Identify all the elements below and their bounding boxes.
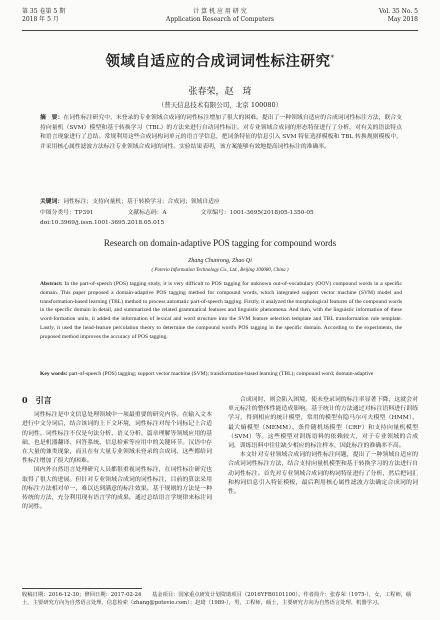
date-cn: 2018 年 5 月 (22, 16, 59, 23)
paper-title-cn (0, 50, 440, 71)
document-code: 文献标志码：A (127, 210, 167, 216)
authors-cn: 张春荣，赵 琦 (188, 87, 252, 97)
keywords-text-cn: 词性标注；支持向量机；基于转换学习；合成词；领域自适应 (63, 199, 220, 205)
journal-name-en: Application Research of Computers (165, 16, 275, 23)
footnote-divider (22, 588, 142, 589)
abstract-cn (40, 114, 402, 152)
abstract-label-en: Abstract: (40, 281, 63, 287)
body-paragraph: 国内外自然语言处理研究人员都很重视词性标注，在词性标注研究也取得了很大的进展。但针对专业领域合成词的词性标注，目前的算法采用的标注方法相对单一，难以达到满意的标注效果。基于规则的方法是一种传统的方法，充分利用现有语言学的成果，通过总结语言学规律来标注词的词性。 (22, 467, 212, 511)
body-column-left (22, 396, 212, 512)
article-number: 文章编号：1001-3695(2018)05-1350-05 (200, 210, 314, 216)
doi: doi:10.3969/j.issn.1001-3695.2018.05.015 (40, 220, 165, 226)
body-paragraph: 词性标注是中文信息处理领域中一项最重要的研究内容。在输入文本进行中文分词后，结合该词的上下文环境，词性标注对每个词标记上合适的词性。词性标注不仅是句法分析、语义分析、篇章理解等领域应用的基础，也是机器翻译、问答系统、信息检索等应用中的关键环节。汉语中存在大量的兼类现象，而且在有大量专业领域未登录的合成词，这些都给词性标注增加了很大的困难。 (22, 412, 212, 465)
keywords-label-cn: 关键词： (40, 199, 64, 205)
body-paragraph: 本文针对专业领域合成词的词性标注问题，提出了一种领域自适应的合成词词性标注方法，结合支持向量机模型和基于转换学习的方法进行自动词性标注。首先对专业领域合成词的构词特征进行了分析，然后把词汇和构词信息引入特征模板，最后利用核心属性滤波方法确定合成词的词性。 (228, 452, 418, 496)
paper-title-en: Research on domain-adaptive POS tagging for compound words (103, 238, 337, 248)
abstract-text-cn: 在词性标注研究中，未登录的专业领域合成词的词性标注增加了很大的困难。提出了一种领域自适应的合成词词性标注方法，联合支持向量机（SVM）模型和基于转换学习（TBL）的方法来进行自动词性标注。对专业领域合成词的形态特征进行了分析，对有关的语法特点和语言现象进行了总结。常规利用这些合成词构词单元的语言学信息，把词条特征的信息引入 SVM 特征选择模板和 TBL 转换规则模板中，并采用核心属性滤波方法标注专业领域合成词的词性。实验结果表明，该方案能够有效地提高词性标注的准确率。 (40, 115, 402, 150)
footnote: 收稿日期：2016-12-30；修回日期：2017-02-24 基金项目：国家重点研发计划资助项目（2016YFB0101100）。作者简介：张春荣（1975-），女，工程师，硕士，主要研究方向为自然语言处理、信息检索（zhang@potevio.com）；赵琦（1989-），男，工程师，硕士，主要研究方向为自然语言处理、机器学习。 (22, 592, 412, 606)
journal-issue-en (379, 8, 418, 24)
affiliation-cn: （普天信息技术有限公司，北京 100080） (157, 101, 283, 109)
keywords-cn (40, 198, 402, 207)
classification-line (40, 209, 402, 218)
body-paragraph: 合成词时，则会陷入困境，使未登录词的标注率显著下降，这就会对单元标注的整体性能造成影响。基于统计的方法通过对标注语料进行训练学习，得到相应的统计模型，常用的模型有隐马尔可夫模型（HMM）、最大熵模型（MEMM）、条件随机场模型（CRF）和支持向量机模型（SVM）等。这些模型对训练语料的依赖较大，对于专业领域的合成词，训练语料中往往缺少相应的标注样本，因此标注的准确率不高。 (228, 397, 418, 450)
volume-issue-en: Vol. 35 No. 5 (378, 8, 418, 15)
abstract-label-cn: 摘 要： (40, 115, 64, 121)
abstract-en (40, 280, 402, 342)
abstract-text-en: In the part-of-speech (POS) tagging study, it is very difficult to POS tagging for unknown out-of-vocabulary (OOV) compound words in a specific domain. This paper proposed a domain-adaptive POS tagging method for compound words, which integrated support vector machine (SVM) model and transformation-based learning (TBL) method to process automatic part-of-speech tagging. Firstly, it analyzed the morphological features of the compound words in the specific domain in detail, and summarized the related grammatical features and linguistic phenomena. And then, with the linguistic information of these word-formation units, it added the information of lexical and word structure into the SVM feature selection template and TBL transformation rule template. Lastly, it used the head-feature percolation theory to determine the compound word's POS tagging in the specific domain. According to the experiments, the proposed method improves the accuracy of POS tagging. (40, 281, 402, 340)
keywords-label-en: Key words: (40, 371, 68, 377)
header-divider (22, 30, 418, 31)
journal-name (22, 8, 418, 24)
authors-en: Zhang Chunrong, Zhao Qi (188, 258, 252, 264)
running-header (22, 8, 418, 30)
clc-number: 中图分类号：TP391 (40, 210, 94, 216)
affiliation-en: ( Potevio Information Technology Co., Ltd., Beijing 100080, China ) (151, 268, 289, 273)
date-en: May 2018 (387, 16, 418, 23)
title-footnote-mark: * (330, 54, 335, 63)
body-column-right (228, 396, 418, 497)
section-heading: 0 引言 (22, 395, 52, 405)
title-text-cn: 领域自适应的合成词词性标注研究 (105, 53, 331, 70)
keywords-en (40, 370, 402, 379)
keywords-text-en: part-of-speech (POS) tagging; support vector machine (SVM); transformation-based learning (TBL); compound word; domain-adaptive (68, 371, 374, 377)
volume-issue-cn: 第 35 卷第 5 期 (22, 8, 66, 15)
journal-name-cn: 计 算 机 应 用 研 究 (193, 8, 247, 15)
